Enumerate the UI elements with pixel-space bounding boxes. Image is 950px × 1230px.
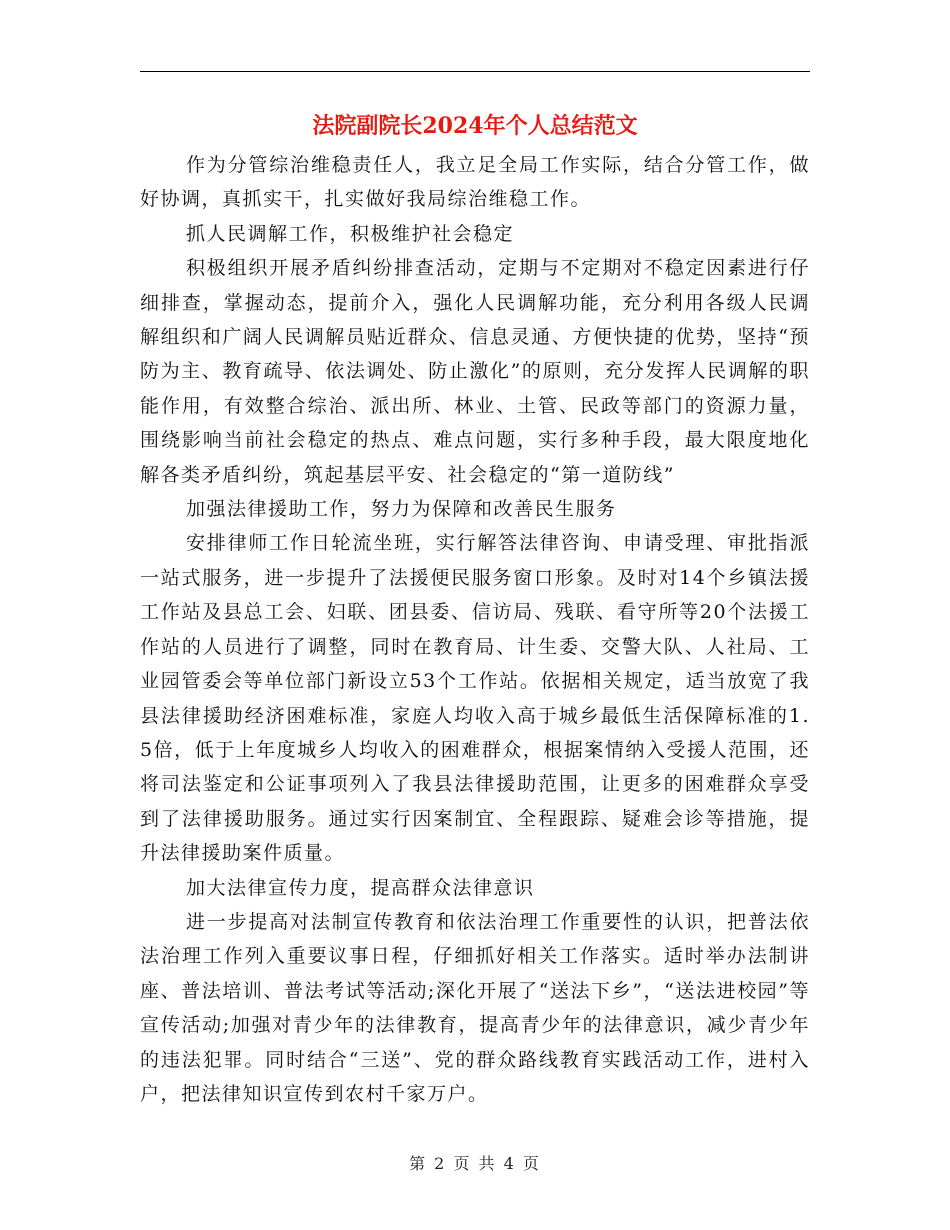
header-rule (140, 71, 810, 72)
paragraph-mediation: 积极组织开展矛盾纠纷排查活动，定期与不定期对不稳定因素进行仔细排查，掌握动态，提前介入，强化人民调解功能，充分利用各级人民调解组织和广阔人民调解员贴近群众、信息灵通、方便快捷的优势，坚持“预防为主、教育疏导、依法调处、防止激化”的原则，充分发挥人民调解的职能作用，有效整合综治、派出所、林业、土管、民政等部门的资源力量，围绕影响当前社会稳定的热点、难点问题，实行多种手段，最大限度地化解各类矛盾纠纷，筑起基层平安、社会稳定的“第一道防线” (140, 257, 810, 486)
paragraph-legal-aid: 安排律师工作日轮流坐班，实行解答法律咨询、申请受理、审批指派一站式服务，进一步提升了法援便民服务窗口形象。及时对14个乡镇法援工作站及县总工会、妇联、团县委、信访局、残联、看守所等20个法援工作站的人员进行了调整，同时在教育局、计生委、交警大队、人社局、工业园管委会等单位部门新设立53个工作站。依据相关规定，适当放宽了我县法律援助经济困难标准，家庭人均收入高于城乡最低生活保障标准的1.5倍，低于上年度城乡人均收入的困难群众，根据案情纳入受援人范围，还将司法鉴定和公证事项列入了我县法律援助范围，让更多的困难群众享受到了法律援助服务。通过实行因案制宜、全程跟踪、疑难会诊等措施，提升法律援助案件质量。 (140, 532, 810, 865)
document-body (140, 104, 810, 1111)
page-indicator: 第 2 页 共 4 页 (409, 1154, 541, 1173)
paragraph-intro: 作为分管综治维稳责任人，我立足全局工作实际，结合分管工作，做好协调，真抓实干，扎实做好我局综治维稳工作。 (140, 154, 810, 211)
section-heading-legal-aid: 加强法律援助工作，努力为保障和改善民生服务 (186, 498, 617, 521)
section-heading-mediation: 抓人民调解工作，积极维护社会稳定 (186, 222, 515, 245)
document-title: 法院副院长2024年个人总结范文 (312, 113, 638, 139)
paragraph-publicity: 进一步提高对法制宣传教育和依法治理工作重要性的认识，把普法依法治理工作列入重要议事日程，仔细抓好相关工作落实。适时举办法制讲座、普法培训、普法考试等活动;深化开展了“送法下乡”，“送法进校园”等宣传活动;加强对青少年的法律教育，提高青少年的法律意识，减少青少年的违法犯罪。同时结合“三送”、党的群众路线教育实践活动工作，进村入户，把法律知识宣传到农村千家万户。 (140, 910, 810, 1105)
section-heading-publicity: 加大法律宣传力度，提高群众法律意识 (186, 876, 535, 899)
